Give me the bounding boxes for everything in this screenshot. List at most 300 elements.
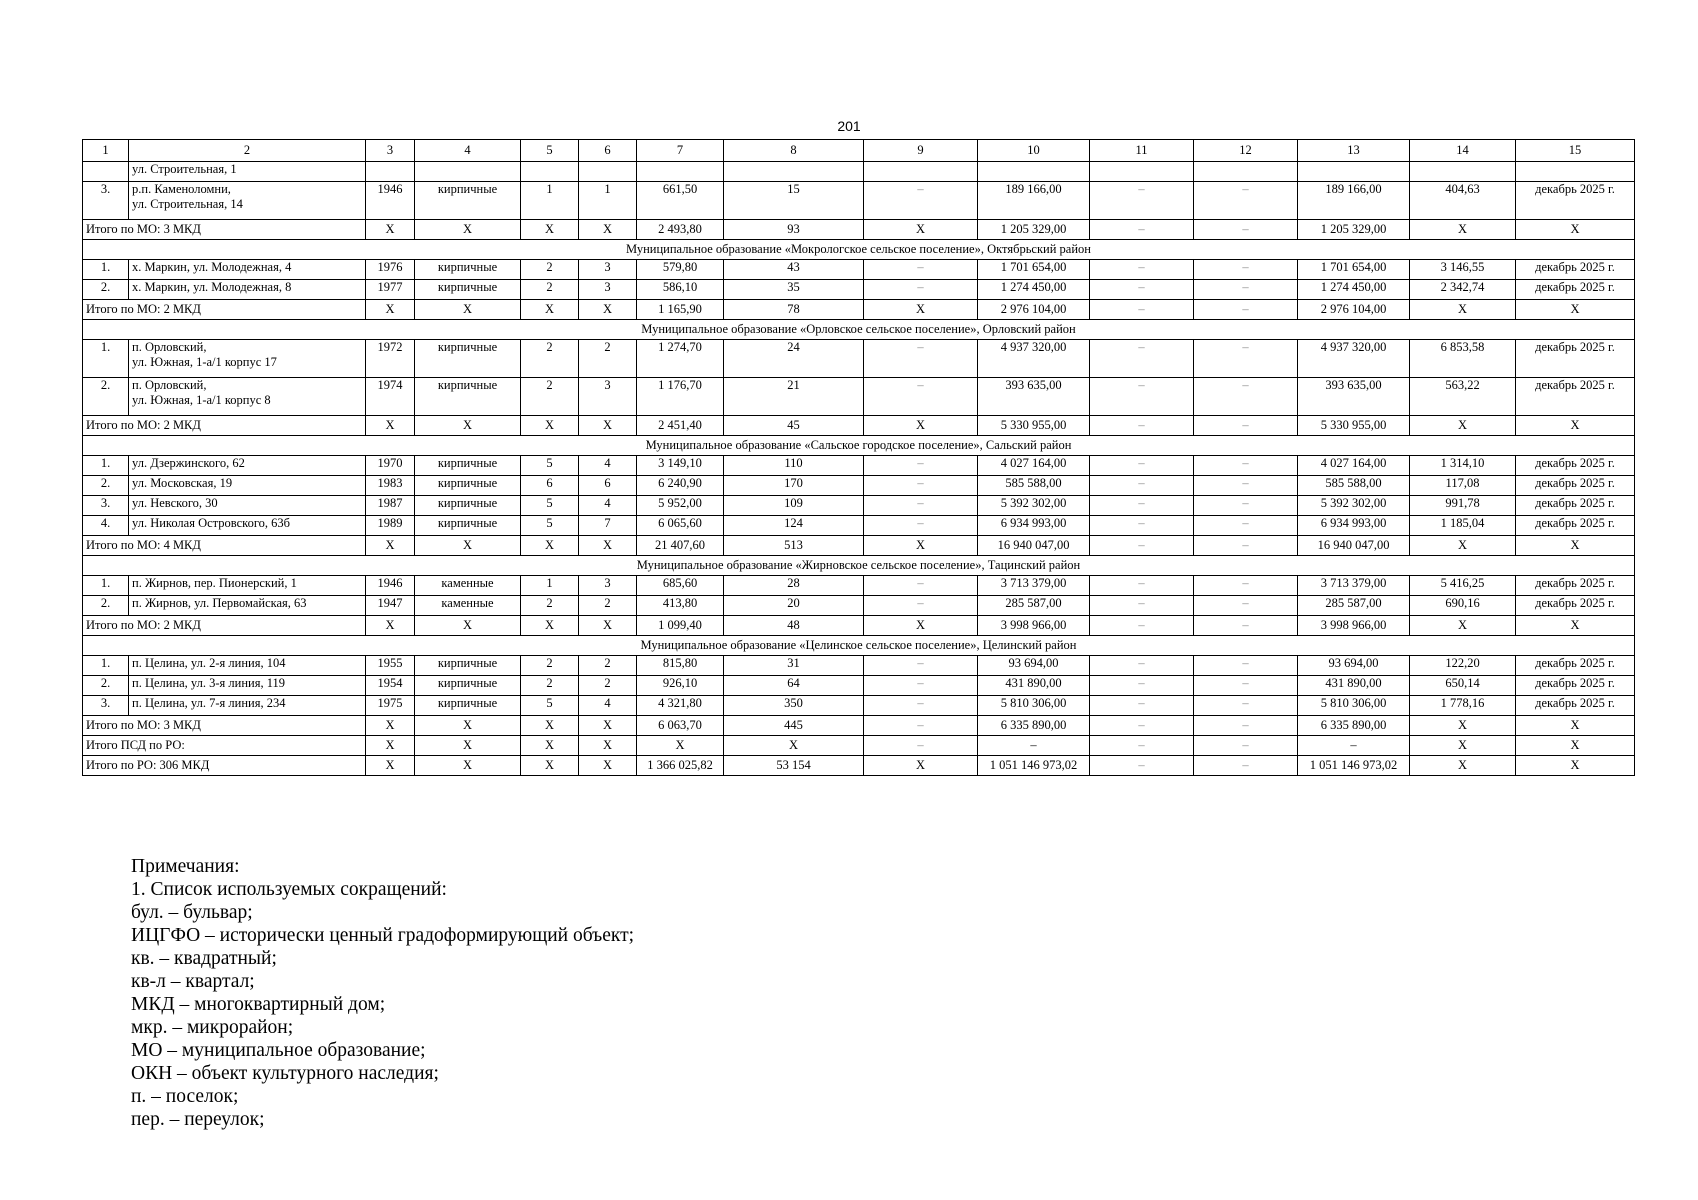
note-line: 1. Список используемых сокращений: xyxy=(131,879,447,900)
total-label: Итого по МО: 2 МКД xyxy=(83,616,366,636)
table-cell: 43 xyxy=(724,260,864,280)
table-cell: – xyxy=(1194,496,1298,516)
table-cell: 3 xyxy=(579,280,637,300)
table-cell: кирпичные xyxy=(415,676,521,696)
total-cell: X xyxy=(864,416,978,436)
total-cell: X xyxy=(521,220,579,240)
table-cell: 585 588,00 xyxy=(978,476,1090,496)
address-cell: х. Маркин, ул. Молодежная, 8 xyxy=(129,280,366,300)
table-cell: 1 274 450,00 xyxy=(978,280,1090,300)
table-cell: 3. xyxy=(83,496,129,516)
note-line: ИЦГФО – исторически ценный градоформирующий объект; xyxy=(131,925,635,946)
table-cell: 1 701 654,00 xyxy=(978,260,1090,280)
table-cell: 2. xyxy=(83,280,129,300)
table-cell: – xyxy=(1194,656,1298,676)
total-cell: X xyxy=(864,220,978,240)
table-cell: декабрь 2025 г. xyxy=(1516,340,1635,378)
table-cell: 1 274 450,00 xyxy=(1298,280,1410,300)
table-row xyxy=(83,656,1635,676)
table-cell: 431 890,00 xyxy=(978,676,1090,696)
total-cell: X xyxy=(366,736,415,756)
table-cell: – xyxy=(1194,280,1298,300)
table-cell: 2 xyxy=(579,676,637,696)
table-cell: 2 xyxy=(579,340,637,378)
section-heading: Муниципальное образование «Жирновское сельское поселение», Тацинский район xyxy=(83,556,1635,576)
total-cell: X xyxy=(579,416,637,436)
total-label: Итого по МО: 4 МКД xyxy=(83,536,366,556)
table-cell: 1 xyxy=(521,182,579,220)
table-cell: 4 xyxy=(579,696,637,716)
table-cell: декабрь 2025 г. xyxy=(1516,496,1635,516)
total-cell: 1 205 329,00 xyxy=(1298,220,1410,240)
table-row xyxy=(83,456,1635,476)
table-cell: – xyxy=(1090,340,1194,378)
column-header: 6 xyxy=(579,140,637,162)
table-cell: 6 853,58 xyxy=(1410,340,1516,378)
total-cell: X xyxy=(366,756,415,776)
table-cell: – xyxy=(1090,476,1194,496)
table-row xyxy=(83,340,1635,378)
table-cell: каменные xyxy=(415,596,521,616)
table-cell: декабрь 2025 г. xyxy=(1516,596,1635,616)
address-cell: п. Целина, ул. 7-я линия, 234 xyxy=(129,696,366,716)
table-cell: кирпичные xyxy=(415,496,521,516)
table-cell: 1977 xyxy=(366,280,415,300)
table-cell xyxy=(1090,162,1194,182)
total-label: Итого по МО: 2 МКД xyxy=(83,300,366,320)
address-cell: р.п. Каменоломни, ул. Строительная, 14 xyxy=(129,182,366,220)
table-cell: 15 xyxy=(724,182,864,220)
table-cell: 285 587,00 xyxy=(1298,596,1410,616)
header-row xyxy=(83,140,1635,162)
total-cell: – xyxy=(1194,536,1298,556)
table-row xyxy=(83,260,1635,280)
total-cell: X xyxy=(724,736,864,756)
total-cell: 5 330 955,00 xyxy=(1298,416,1410,436)
table-row xyxy=(83,576,1635,596)
total-cell: X xyxy=(521,756,579,776)
total-row xyxy=(83,736,1635,756)
table-cell: – xyxy=(1194,260,1298,280)
table-cell: 35 xyxy=(724,280,864,300)
total-cell: – xyxy=(1090,536,1194,556)
table-row xyxy=(83,182,1635,220)
column-header: 13 xyxy=(1298,140,1410,162)
table-cell: 5 xyxy=(521,496,579,516)
total-cell: – xyxy=(1194,736,1298,756)
table-cell: 2 xyxy=(521,676,579,696)
table-cell: – xyxy=(864,378,978,416)
table-cell: 1 xyxy=(521,576,579,596)
table-cell: 1970 xyxy=(366,456,415,476)
column-header: 3 xyxy=(366,140,415,162)
table-cell: 1. xyxy=(83,576,129,596)
table-cell: декабрь 2025 г. xyxy=(1516,676,1635,696)
table-cell: – xyxy=(864,656,978,676)
address-cell: п. Орловский, ул. Южная, 1-а/1 корпус 17 xyxy=(129,340,366,378)
total-cell: 6 335 890,00 xyxy=(978,716,1090,736)
table-cell: 2 xyxy=(579,656,637,676)
table-cell: 393 635,00 xyxy=(1298,378,1410,416)
table-cell: 4 937 320,00 xyxy=(978,340,1090,378)
total-cell: X xyxy=(864,536,978,556)
total-cell: 1 051 146 973,02 xyxy=(978,756,1090,776)
table-cell: 5 392 302,00 xyxy=(978,496,1090,516)
table-cell: 2. xyxy=(83,378,129,416)
total-cell: X xyxy=(1410,300,1516,320)
total-cell: X xyxy=(1516,536,1635,556)
section-heading-row xyxy=(83,436,1635,456)
table-cell: – xyxy=(864,496,978,516)
table-cell: 93 694,00 xyxy=(978,656,1090,676)
table-cell: – xyxy=(864,516,978,536)
total-cell: – xyxy=(1194,300,1298,320)
section-heading-row xyxy=(83,240,1635,260)
note-line: кв. – квадратный; xyxy=(131,948,277,969)
section-heading: Муниципальное образование «Сальское городское поселение», Сальский район xyxy=(83,436,1635,456)
table-cell: декабрь 2025 г. xyxy=(1516,696,1635,716)
table-cell: каменные xyxy=(415,576,521,596)
total-cell: X xyxy=(1516,736,1635,756)
table-cell: кирпичные xyxy=(415,182,521,220)
table-cell: 6 xyxy=(579,476,637,496)
table-cell: 3 713 379,00 xyxy=(978,576,1090,596)
total-cell: X xyxy=(1516,300,1635,320)
total-cell: – xyxy=(1194,220,1298,240)
table-cell: – xyxy=(1090,676,1194,696)
total-cell: 78 xyxy=(724,300,864,320)
total-cell: X xyxy=(1410,416,1516,436)
address-cell: п. Целина, ул. 3-я линия, 119 xyxy=(129,676,366,696)
notes-section xyxy=(131,855,634,1131)
total-cell: X xyxy=(521,716,579,736)
section-heading: Муниципальное образование «Мокрологское сельское поселение», Октябрьский район xyxy=(83,240,1635,260)
section-heading: Муниципальное образование «Орловское сельское поселение», Орловский район xyxy=(83,320,1635,340)
table-cell: 122,20 xyxy=(1410,656,1516,676)
table-cell: 1. xyxy=(83,260,129,280)
table-cell: 6 934 993,00 xyxy=(978,516,1090,536)
table-cell: 4 xyxy=(579,496,637,516)
column-header: 1 xyxy=(83,140,129,162)
note-line: МКД – многоквартирный дом; xyxy=(131,994,386,1015)
note-line: п. – поселок; xyxy=(131,1086,239,1107)
total-cell: X xyxy=(521,416,579,436)
table-cell: 3. xyxy=(83,696,129,716)
address-cell: ул. Невского, 30 xyxy=(129,496,366,516)
table-cell: 1 176,70 xyxy=(637,378,724,416)
total-cell: X xyxy=(366,220,415,240)
table-cell: 2. xyxy=(83,476,129,496)
table-cell: декабрь 2025 г. xyxy=(1516,576,1635,596)
table-cell: 1954 xyxy=(366,676,415,696)
table-cell xyxy=(1410,162,1516,182)
table-cell: 926,10 xyxy=(637,676,724,696)
total-cell: X xyxy=(579,536,637,556)
total-cell: X xyxy=(415,756,521,776)
total-cell: 1 099,40 xyxy=(637,616,724,636)
column-header: 12 xyxy=(1194,140,1298,162)
table-cell: 4 027 164,00 xyxy=(1298,456,1410,476)
table-cell: декабрь 2025 г. xyxy=(1516,656,1635,676)
table-cell: 350 xyxy=(724,696,864,716)
table-cell: 1955 xyxy=(366,656,415,676)
total-label: Итого по МО: 3 МКД xyxy=(83,716,366,736)
total-row xyxy=(83,716,1635,736)
table-cell xyxy=(366,162,415,182)
total-cell: X xyxy=(1410,756,1516,776)
table-cell: 2 xyxy=(521,340,579,378)
total-cell: 3 998 966,00 xyxy=(1298,616,1410,636)
total-cell: X xyxy=(366,716,415,736)
table-cell: кирпичные xyxy=(415,280,521,300)
table-cell: 93 694,00 xyxy=(1298,656,1410,676)
table-cell: 31 xyxy=(724,656,864,676)
total-cell: X xyxy=(637,736,724,756)
table-cell: кирпичные xyxy=(415,378,521,416)
total-cell: – xyxy=(978,736,1090,756)
table-row xyxy=(83,476,1635,496)
table-cell: – xyxy=(864,676,978,696)
table-cell: 2 xyxy=(521,378,579,416)
total-cell: 6 335 890,00 xyxy=(1298,716,1410,736)
table-cell: кирпичные xyxy=(415,456,521,476)
column-header: 15 xyxy=(1516,140,1635,162)
note-line: мкр. – микрорайон; xyxy=(131,1017,294,1038)
total-cell: X xyxy=(415,736,521,756)
total-cell: 21 407,60 xyxy=(637,536,724,556)
table-row xyxy=(83,496,1635,516)
table-cell: 1. xyxy=(83,340,129,378)
table-cell: – xyxy=(864,576,978,596)
note-line: ОКН – объект культурного наследия; xyxy=(131,1063,439,1084)
table-row xyxy=(83,696,1635,716)
column-header: 11 xyxy=(1090,140,1194,162)
address-cell: ул. Дзержинского, 62 xyxy=(129,456,366,476)
note-line: кв-л – квартал; xyxy=(131,971,255,992)
table-cell: – xyxy=(1090,496,1194,516)
total-cell: 513 xyxy=(724,536,864,556)
table-cell: 5 416,25 xyxy=(1410,576,1516,596)
table-cell: 1 xyxy=(579,182,637,220)
table-cell: 109 xyxy=(724,496,864,516)
table-cell: 1 701 654,00 xyxy=(1298,260,1410,280)
table-cell: 4 937 320,00 xyxy=(1298,340,1410,378)
address-cell: п. Орловский, ул. Южная, 1-а/1 корпус 8 xyxy=(129,378,366,416)
table-cell: 1983 xyxy=(366,476,415,496)
total-cell: X xyxy=(415,300,521,320)
table-cell: 1989 xyxy=(366,516,415,536)
note-line: бул. – бульвар; xyxy=(131,902,253,923)
table-cell: – xyxy=(1194,378,1298,416)
total-cell: 2 976 104,00 xyxy=(978,300,1090,320)
column-header: 14 xyxy=(1410,140,1516,162)
table-cell: декабрь 2025 г. xyxy=(1516,260,1635,280)
table-cell: 586,10 xyxy=(637,280,724,300)
table-cell: – xyxy=(1194,340,1298,378)
total-cell: X xyxy=(864,756,978,776)
table-cell: – xyxy=(1090,456,1194,476)
table-cell: 2. xyxy=(83,676,129,696)
table-cell xyxy=(864,162,978,182)
total-cell: X xyxy=(1516,756,1635,776)
table-cell: – xyxy=(1194,696,1298,716)
total-cell: X xyxy=(415,220,521,240)
total-cell: – xyxy=(1090,616,1194,636)
table-cell: – xyxy=(1194,516,1298,536)
total-cell: 1 205 329,00 xyxy=(978,220,1090,240)
table-cell: 1947 xyxy=(366,596,415,616)
total-cell: – xyxy=(1194,616,1298,636)
table-cell: 6 240,90 xyxy=(637,476,724,496)
table-cell xyxy=(1194,162,1298,182)
total-cell: X xyxy=(521,736,579,756)
address-cell: ул. Николая Островского, 63б xyxy=(129,516,366,536)
total-cell: X xyxy=(579,220,637,240)
total-cell: 2 451,40 xyxy=(637,416,724,436)
table-cell: 189 166,00 xyxy=(1298,182,1410,220)
table-cell: 685,60 xyxy=(637,576,724,596)
table-cell: 2 xyxy=(521,656,579,676)
table-cell: 124 xyxy=(724,516,864,536)
total-label: Итого по МО: 2 МКД xyxy=(83,416,366,436)
table-cell: 5 952,00 xyxy=(637,496,724,516)
page-number: 201 xyxy=(837,118,861,134)
table-cell: 4. xyxy=(83,516,129,536)
total-cell: X xyxy=(521,300,579,320)
total-cell: X xyxy=(1516,416,1635,436)
table-cell: 189 166,00 xyxy=(978,182,1090,220)
table-cell xyxy=(579,162,637,182)
table-cell: 661,50 xyxy=(637,182,724,220)
table-cell: – xyxy=(864,596,978,616)
total-row xyxy=(83,300,1635,320)
table-cell: 5 810 306,00 xyxy=(978,696,1090,716)
table-cell: 110 xyxy=(724,456,864,476)
table-cell xyxy=(83,162,129,182)
table-row xyxy=(83,280,1635,300)
total-label: Итого по РО: 306 МКД xyxy=(83,756,366,776)
table-cell: 1 185,04 xyxy=(1410,516,1516,536)
total-cell: X xyxy=(579,716,637,736)
total-cell: X xyxy=(864,616,978,636)
table-cell: кирпичные xyxy=(415,340,521,378)
table-cell: кирпичные xyxy=(415,696,521,716)
total-row xyxy=(83,220,1635,240)
address-cell: х. Маркин, ул. Молодежная, 4 xyxy=(129,260,366,280)
table-cell: – xyxy=(864,260,978,280)
table-cell: – xyxy=(1090,280,1194,300)
total-cell: X xyxy=(1410,716,1516,736)
table-cell: 117,08 xyxy=(1410,476,1516,496)
total-cell: – xyxy=(1194,756,1298,776)
total-cell: 53 154 xyxy=(724,756,864,776)
table-cell: кирпичные xyxy=(415,476,521,496)
total-cell: X xyxy=(1410,220,1516,240)
total-cell: 5 330 955,00 xyxy=(978,416,1090,436)
total-label: Итого по МО: 3 МКД xyxy=(83,220,366,240)
table-cell: 991,78 xyxy=(1410,496,1516,516)
total-cell: X xyxy=(864,300,978,320)
total-cell: X xyxy=(366,300,415,320)
table-cell: 690,16 xyxy=(1410,596,1516,616)
table-cell: 1972 xyxy=(366,340,415,378)
table-cell: 2 342,74 xyxy=(1410,280,1516,300)
table-cell: – xyxy=(1090,378,1194,416)
address-cell: п. Жирнов, ул. Первомайская, 63 xyxy=(129,596,366,616)
table-cell: декабрь 2025 г. xyxy=(1516,280,1635,300)
total-cell: X xyxy=(415,416,521,436)
total-cell: – xyxy=(1090,736,1194,756)
total-cell: 3 998 966,00 xyxy=(978,616,1090,636)
table-cell: 393 635,00 xyxy=(978,378,1090,416)
total-row xyxy=(83,756,1635,776)
table-row xyxy=(83,378,1635,416)
table-cell: 404,63 xyxy=(1410,182,1516,220)
table-cell: 579,80 xyxy=(637,260,724,280)
table-cell: 585 588,00 xyxy=(1298,476,1410,496)
total-cell: 1 051 146 973,02 xyxy=(1298,756,1410,776)
total-cell: 2 493,80 xyxy=(637,220,724,240)
note-line: МО – муниципальное образование; xyxy=(131,1040,426,1061)
address-cell: ул. Московская, 19 xyxy=(129,476,366,496)
table-row xyxy=(83,676,1635,696)
table-cell: 2. xyxy=(83,596,129,616)
table-cell xyxy=(415,162,521,182)
column-header: 8 xyxy=(724,140,864,162)
total-cell: X xyxy=(579,756,637,776)
table-cell xyxy=(521,162,579,182)
total-cell: – xyxy=(1090,756,1194,776)
total-cell: X xyxy=(415,716,521,736)
table-cell: 170 xyxy=(724,476,864,496)
table-cell: – xyxy=(864,696,978,716)
table-cell: кирпичные xyxy=(415,260,521,280)
table-cell: – xyxy=(864,476,978,496)
table-cell: 7 xyxy=(579,516,637,536)
total-cell: – xyxy=(1194,416,1298,436)
note-line: пер. – переулок; xyxy=(131,1109,265,1130)
total-cell: 48 xyxy=(724,616,864,636)
table-cell: 5 xyxy=(521,516,579,536)
total-cell: 2 976 104,00 xyxy=(1298,300,1410,320)
table-cell: 413,80 xyxy=(637,596,724,616)
address-cell: п. Целина, ул. 2-я линия, 104 xyxy=(129,656,366,676)
total-cell: X xyxy=(579,300,637,320)
total-cell: X xyxy=(366,616,415,636)
table-cell: 1. xyxy=(83,656,129,676)
table-cell: – xyxy=(1090,260,1194,280)
total-cell: – xyxy=(864,716,978,736)
table-cell: 5 xyxy=(521,696,579,716)
table-cell: 3. xyxy=(83,182,129,220)
total-cell: – xyxy=(1194,716,1298,736)
total-row xyxy=(83,416,1635,436)
table-cell: – xyxy=(1090,182,1194,220)
table-cell xyxy=(1516,162,1635,182)
table-cell: 1976 xyxy=(366,260,415,280)
total-cell: X xyxy=(366,416,415,436)
column-header: 10 xyxy=(978,140,1090,162)
table-cell: 6 xyxy=(521,476,579,496)
total-cell: X xyxy=(1516,716,1635,736)
table-cell: – xyxy=(864,182,978,220)
table-cell: 4 321,80 xyxy=(637,696,724,716)
total-cell: 93 xyxy=(724,220,864,240)
table-cell: 3 xyxy=(579,260,637,280)
address-cell: ул. Строительная, 1 xyxy=(129,162,366,182)
total-cell: 6 063,70 xyxy=(637,716,724,736)
table-cell: 1. xyxy=(83,456,129,476)
